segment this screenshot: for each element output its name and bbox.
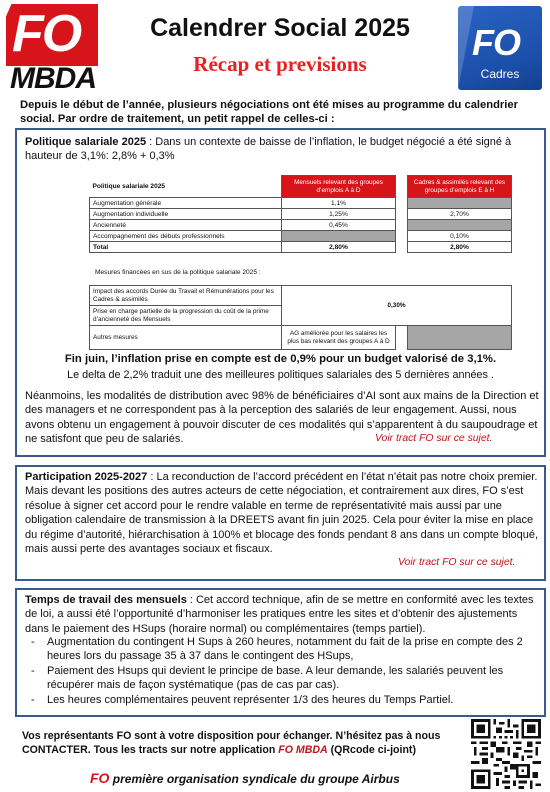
see-tract-link[interactable]: Voir tract FO sur ce sujet. <box>375 433 493 444</box>
table-row <box>90 286 512 306</box>
fo-logo-text: FO <box>12 5 81 63</box>
table-cell: 1,1% <box>282 198 396 209</box>
salary-table-title: Politique salariale 2025 <box>92 182 166 190</box>
salary-lead-text: : Dans un contexte de baisse de l’inflation, le budget négocié a été signé à hauteur de 3,1%: 2,8% + 0,3% <box>25 136 512 163</box>
salary-policy-section <box>15 128 546 457</box>
table-row <box>90 326 512 350</box>
slogan-text: première organisation syndicale du groupe Airbus <box>109 772 400 786</box>
intro-paragraph: Depuis le début de l’année, plusieurs négociations ont été mises au programme du calendrier social. Par ordre de traitement, un petit rappel de celles-ci : <box>20 99 518 125</box>
table-row-label: Augmentation individuelle <box>90 209 282 220</box>
footer-contact-text: Vos représentants FO sont à votre disposition pour échanger. N’hésitez pas à nous CONTACTER. Tous les tracts sur notre application <box>22 730 441 756</box>
table-row-total <box>90 242 512 253</box>
table-cell: 2,80% <box>282 242 396 253</box>
table-row <box>90 231 512 242</box>
participation-lead-title: Participation 2025-2027 <box>25 471 148 483</box>
table-row-label: Ancienneté <box>90 220 282 231</box>
fo-cadres-logo <box>458 6 542 90</box>
table-row <box>90 220 512 231</box>
salary-lead-title: Politique salariale 2025 <box>25 136 147 148</box>
list-item: - Augmentation du contingent H Sups à 260 heures, notamment du fait de la prise en compte des 2 heures lors du passage 35 à 37 dans le contingent des HSups, <box>25 635 541 664</box>
working-time-section <box>15 588 546 717</box>
table-cell-empty <box>408 198 512 209</box>
list-item: - Paiement des Hsups qui devient le principe de base. A leur demande, les salariés peuvent les récupérer mais de façon systématique (pas de cas par cas). <box>25 664 541 693</box>
page-subtitle: Récap et previsions <box>193 52 367 76</box>
table-cell-empty <box>408 220 512 231</box>
list-item: - Les heures complémentaires peuvent représenter 1/3 des heures du Temps Partiel. <box>25 693 541 707</box>
salary-table <box>89 175 512 253</box>
cadres-logo-text: Cadres <box>480 67 520 81</box>
table-cell: 2,70% <box>408 209 512 220</box>
working-time-body <box>25 593 541 636</box>
mbda-logo-text: MBDA <box>10 62 96 95</box>
see-tract-link[interactable]: Voir tract FO sur ce sujet. <box>398 557 516 568</box>
salary-table-header-mensuels: Mensuels relevant des groupes d’emplois A à D <box>282 176 396 198</box>
table-cell: 0,10% <box>408 231 512 242</box>
table-cell: 0,45% <box>282 220 396 231</box>
footer-contact <box>22 729 452 757</box>
footer-qrcode-text: (QRcode ci-joint) <box>327 744 416 756</box>
table-row-label: Prise en charge partielle de la progression du coût de la prime d’ancienneté des Mensuels <box>90 306 282 326</box>
fo-mbda-logo <box>6 4 98 95</box>
table-row <box>90 198 512 209</box>
slogan-fo: FO <box>90 770 110 786</box>
participation-body <box>25 470 541 556</box>
qr-code-icon[interactable] <box>471 719 541 789</box>
salary-table-header-cadres: Cadres & assimilés relevant des groupes d’emplois E à H <box>408 176 512 198</box>
working-time-lead-text: : Cet accord technique, afin de se mettre en conformité avec les textes de loi, a aussi été l’opportunité d’harmoniser les pratiques entre les sites et d’obtenir des ajustements dans le paiement des HSups (horaire normal) ou complémentaires (temps partiel). <box>25 594 534 635</box>
table-row-label: Accompagnement des débuts professionnels <box>90 231 282 242</box>
participation-lead-text: : La reconduction de l’accord précédent en l’état n’était pas notre choix premier. Mais devant les positions des autres acteurs de cette négociation, et contrairement aux dires, FO s’est résolue à signer cet accord pour le rendre valable en terme de représentativité mais aussi par une obligation calendaire de transmission à la DREETS avant fin juin 2025. Cela pour éviter la mise en place du régime d’autorité, hiérarchisation à 100% et blocage des fonds pendant 8 ans dans un compte bloqué, mais aussi perte des avantages sociaux et fiscaux. <box>25 471 539 556</box>
page-title: Calendrer Social 2025 <box>150 14 410 42</box>
fo-cadres-logo-text: FO <box>472 22 520 63</box>
salary-body: Néanmoins, les modalités de distribution avec 98% de bénéficiaires d’AI sont aux mains de la Direction et des managers et ne correspondent pas à la perception des salariés de leur engagement. Aussi, nous avons obtenu un engagement à pouvoir discuter de ces modalités qui s’apparentent à du saupoudrage et ne satisfont que peu de salariés. <box>25 390 539 446</box>
measures-table <box>89 285 512 350</box>
inflation-highlight: Fin juin, l’inflation prise en compte est de 0,9% pour un budget valorisé de 3,1%. <box>64 353 497 365</box>
table-row <box>90 209 512 220</box>
table-row-label: Impact des accords Durée du Travail et Rémunérations pour les Cadres & assimilés <box>90 286 282 306</box>
table-cell: AG améliorée pour les salaires les plus bas relevant des groupes A à D <box>282 326 396 350</box>
fo-mbda-app-link[interactable]: FO MBDA <box>278 744 328 756</box>
salary-lead <box>25 135 537 164</box>
table-row-label: Autres mesures <box>90 326 282 350</box>
table-cell-empty <box>282 231 396 242</box>
table-cell-empty <box>408 326 512 350</box>
working-time-list <box>25 635 541 707</box>
table-row-label: Augmentation générale <box>90 198 282 209</box>
footer-slogan <box>90 770 470 786</box>
table-cell: 1,25% <box>282 209 396 220</box>
table-cell: 2,80% <box>408 242 512 253</box>
table-row-label: Total <box>90 242 282 253</box>
participation-section <box>15 465 546 581</box>
table-cell-merged: 0,30% <box>282 286 512 326</box>
delta-statement: Le delta de 2,2% traduit une des meilleures politiques salariales des 5 dernières années . <box>67 369 494 381</box>
measures-label: Mesures financées en sus de la politique salariale 2025 : <box>95 269 261 276</box>
working-time-lead-title: Temps de travail des mensuels <box>25 594 187 606</box>
